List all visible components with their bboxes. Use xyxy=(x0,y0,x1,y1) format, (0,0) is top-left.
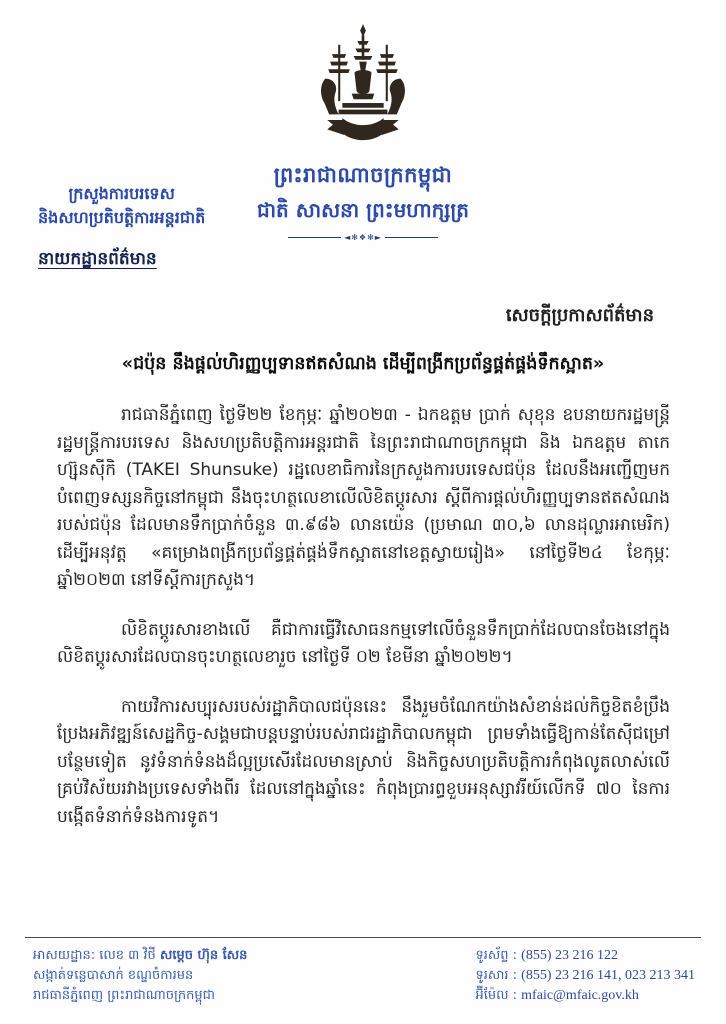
body-paragraph-3: កាយវិការសប្បុរសរបស់រដ្ឋាភិបាលជប៉ុននេះ នឹងរួមចំណែកយ៉ាងសំខាន់ដល់កិច្ចខិតខំប្រឹងប្រែងអភិវឌ្ឍន៍សេដ្ឋកិច្ច-សង្គមជាបន្តបន្ទាប់របស់រាជរដ្ឋាភិបាលកម្ពុជា ព្រមទាំងធ្វើឱ្យកាន់តែស៊ីជម្រៅបន្ថែមទៀត នូវទំនាក់ទំនងដ៏ល្អប្រសើរដែលមានស្រាប់ និងកិច្ចសហប្រតិបត្តិការកំពុងលូតលាស់លើគ្រប់វិស័យរវាងប្រទេសទាំងពីរ ដែលនៅក្នុងឆ្នាំនេះ កំពុងប្រារព្ធខួបអនុស្សាវរីយ៍លើកទី ៧០ នៃការបង្កើតទំនាក់ទំនងការទូត។ xyxy=(57,696,670,827)
address-label: អាសយដ្ឋាន: លេខ ៣ វិថី xyxy=(33,948,156,963)
address-line-1 xyxy=(33,946,247,966)
phone-label: ទូរស័ព្ទ : xyxy=(475,948,518,963)
kingdom-title: ព្រះរាជាណាចក្រកម្ពុជា xyxy=(273,163,453,187)
document-body xyxy=(57,402,670,831)
email-row xyxy=(476,986,696,1006)
nation-religion-king-motto: ជាតិ សាសនា ព្រះមហាក្សត្រ xyxy=(257,198,469,222)
document-title: «ជប៉ុន នឹងផ្តល់ហិរញ្ញប្បទានឥតសំណង ដើម្បីពង្រីកប្រព័ន្ធផ្គត់ផ្គង់ទឹកស្អាត» xyxy=(121,354,605,374)
address-line-3: រាជធានីភ្នំពេញ ព្រះរាជាណាចក្រកម្ពុជា xyxy=(33,988,215,1003)
document-footer xyxy=(25,937,701,1006)
email-address: mfaic@mfaic.gov.kh xyxy=(521,988,639,1003)
address-block xyxy=(33,946,247,1006)
body-paragraph-2: លិខិតប្តូរសារខាងលើ គឺជាការធ្វើវិសោធនកម្មទៅលើចំនួនទឹកប្រាក់ដែលបានចែងនៅក្នុងលិខិតប្តូរសារដែលបានចុះហត្ថលេខារួច នៅថ្ងៃទី ០២ ខែមីនា ឆ្នាំ២០២២។ xyxy=(57,619,670,667)
email-label: អ៊ីម៉ែល : xyxy=(475,988,518,1003)
department-name: នាយកដ្ឋានព័ត៌មាន xyxy=(38,249,157,269)
fax-label: ទូរសារ : xyxy=(475,968,518,983)
ministry-name-line1: ក្រសួងការបរទេស xyxy=(68,184,175,203)
phone-number: (855) 23 216 122 xyxy=(521,948,618,963)
fax-number: (855) 23 216 141, 023 213 341 xyxy=(521,968,695,983)
ministry-name-block xyxy=(38,182,205,230)
ministry-name-line2: និងសហប្រតិបត្តិការអន្តរជាតិ xyxy=(38,208,206,227)
phone-row xyxy=(476,946,696,966)
fax-row xyxy=(476,966,696,986)
body-paragraph-1: រាជធានីភ្នំពេញ ថ្ងៃទី២២ ខែកុម្ភៈ ឆ្នាំ២០២៣ - ឯកឧត្តម ប្រាក់ សុខុន ឧបនាយករដ្ឋមន្ត្រី រដ្ឋមន្ត្រីការបរទេស និងសហប្រតិបត្តិការអន្តរជាតិ នៃព្រះរាជាណាចក្រកម្ពុជា និង ឯកឧត្តម តាកេ ហ្ស៊ុនស៊ីកិ (TAKEI Shunsuke) រដ្ឋលេខាធិការនៃក្រសួងការបរទេសជប៉ុន ដែលនឹងអញ្ជើញមកបំពេញទស្សនកិច្ចនៅកម្ពុជា នឹងចុះហត្ថលេខាលើលិខិតប្តូរសារ ស្តីពីការផ្តល់ហិរញ្ញប្បទានឥតសំណងរបស់ជប៉ុន ដែលមានទឹកប្រាក់ចំនួន ៣.៩៨៦ លានយ៉េន (ប្រមាណ ៣០,៦ លានដុល្លារអាមេរិក) ដើម្បីអនុវត្ត «គម្រោងពង្រីកប្រព័ន្ធផ្គត់ផ្គង់ទឹកស្អាតនៅខេត្តស្វាយរៀង» នៅថ្ងៃទី២៤ ខែកុម្ភៈ ឆ្នាំ២០២៣ នៅទីស្តីការក្រសួង។ xyxy=(57,405,670,590)
street-name: សម្តេច ហ៊ុន សែន xyxy=(159,948,248,963)
ornament-divider-icon: ◄✻❖✻► xyxy=(288,233,438,242)
contact-block xyxy=(476,946,696,1006)
address-line-2: សង្កាត់ទន្លេបាសាក់ ខណ្ឌចំការមន xyxy=(33,968,194,983)
royal-arms-icon xyxy=(316,24,410,152)
press-release-label: សេចក្តីប្រកាសព័ត៌មាន xyxy=(505,305,654,326)
